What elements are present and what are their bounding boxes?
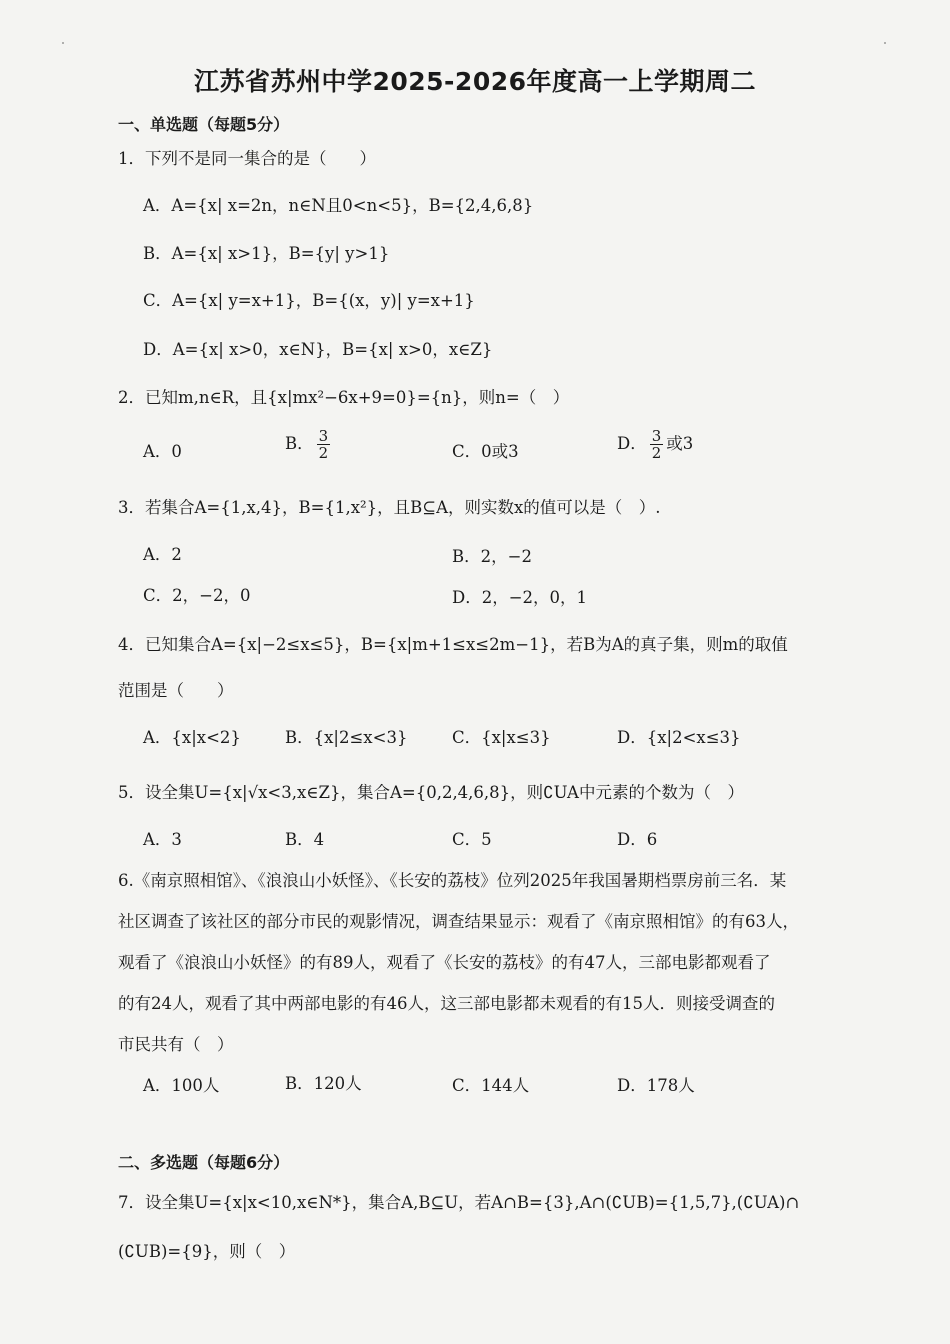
denominator: 2 (318, 444, 329, 462)
question-2-option-a: A．0 (143, 442, 182, 461)
question-2-option-d (617, 428, 693, 461)
question-5-option-b: B．4 (285, 830, 325, 849)
question-3-stem: 3．若集合A={1,x,4}，B={1,x²}，且B⊆A，则实数x的值可以是（ ）. (118, 498, 661, 517)
question-6-line-3: 观看了《浪浪山小妖怪》的有89人，观看了《长安的荔枝》的有47人，三部电影都观看了 (118, 953, 771, 972)
question-1-stem: 1．下列不是同一集合的是（ ） (118, 149, 376, 168)
question-6-line-4: 的有24人，观看了其中两部电影的有46人，这三部电影都未观看的有15人．则接受调查的 (118, 994, 775, 1013)
question-6-option-c: C．144人 (452, 1076, 530, 1095)
question-6-line-2: 社区调查了该社区的部分市民的观影情况，调查结果显示：观看了《南京照相馆》的有63人， (118, 912, 799, 931)
scan-speck (62, 42, 64, 44)
option-label: B． (285, 434, 314, 453)
numerator: 3 (651, 427, 662, 445)
denominator: 2 (651, 444, 662, 462)
question-1-option-b: B．A={x| x>1}，B={y| y>1} (143, 244, 390, 263)
question-7-line-1: 7．设全集U={x|x<10,x∈N*}，集合A,B⊆U，若A∩B={3},A∩(∁UB)={1,5,7},(∁UA)∩ (118, 1193, 800, 1212)
question-6-line-1: 6.《南京照相馆》、《浪浪山小妖怪》、《长安的荔枝》位列2025年我国暑期档票房前三名．某 (118, 871, 787, 890)
question-6-option-b: B．120人 (285, 1074, 362, 1093)
question-5-option-c: C．5 (452, 830, 492, 849)
question-6-line-5: 市民共有（ ） (118, 1035, 234, 1054)
question-3-option-d: D．2，−2，0，1 (452, 588, 588, 607)
question-4-stem-line-2: 范围是（ ） (118, 681, 234, 700)
page-title: 江苏省苏州中学2025-2026年度高一上学期周二 (193, 67, 757, 96)
section-heading-single-choice: 一、单选题（每题5分） (118, 115, 290, 134)
option-suffix: 或3 (666, 434, 694, 453)
scan-speck (884, 42, 886, 44)
fraction (317, 428, 331, 461)
question-4-option-a: A．{x|x<2} (143, 728, 241, 747)
question-4-option-d: D．{x|2<x≤3} (617, 728, 741, 747)
fraction (650, 428, 664, 461)
question-4-option-b: B．{x|2≤x<3} (285, 728, 408, 747)
question-3-option-b: B．2，−2 (452, 547, 532, 566)
section-heading-multiple-choice: 二、多选题（每题6分） (118, 1153, 290, 1172)
question-1-option-d: D．A={x| x>0，x∈N}，B={x| x>0，x∈Z} (143, 340, 493, 359)
question-4-option-c: C．{x|x≤3} (452, 728, 551, 747)
question-1-option-a: A．A={x| x=2n，n∈N且0<n<5}，B={2,4,6,8} (143, 196, 534, 215)
question-5-option-a: A．3 (143, 830, 182, 849)
question-1-option-c: C．A={x| y=x+1}，B={(x，y)| y=x+1} (143, 291, 475, 310)
question-4-stem-line-1: 4．已知集合A={x|−2≤x≤5}，B={x|m+1≤x≤2m−1}，若B为A的真子集，则m的取值 (118, 635, 788, 654)
question-2-option-b (285, 428, 333, 461)
question-2-option-c: C．0或3 (452, 442, 519, 461)
question-5-option-d: D．6 (617, 830, 658, 849)
question-3-option-a: A．2 (143, 545, 182, 564)
numerator: 3 (318, 427, 329, 445)
question-2-stem: 2．已知m,n∈R，且{x|mx²−6x+9=0}={n}，则n=（ ） (118, 388, 570, 407)
question-6-option-d: D．178人 (617, 1076, 695, 1095)
question-5-stem: 5．设全集U={x|√x<3,x∈Z}，集合A={0,2,4,6,8}，则∁UA中元素的个数为（ ） (118, 783, 744, 802)
question-3-option-c: C．2，−2，0 (143, 586, 251, 605)
question-6-option-a: A．100人 (143, 1076, 220, 1095)
option-label: D． (617, 434, 647, 453)
question-7-line-2: (∁UB)={9}，则（ ） (118, 1242, 296, 1261)
